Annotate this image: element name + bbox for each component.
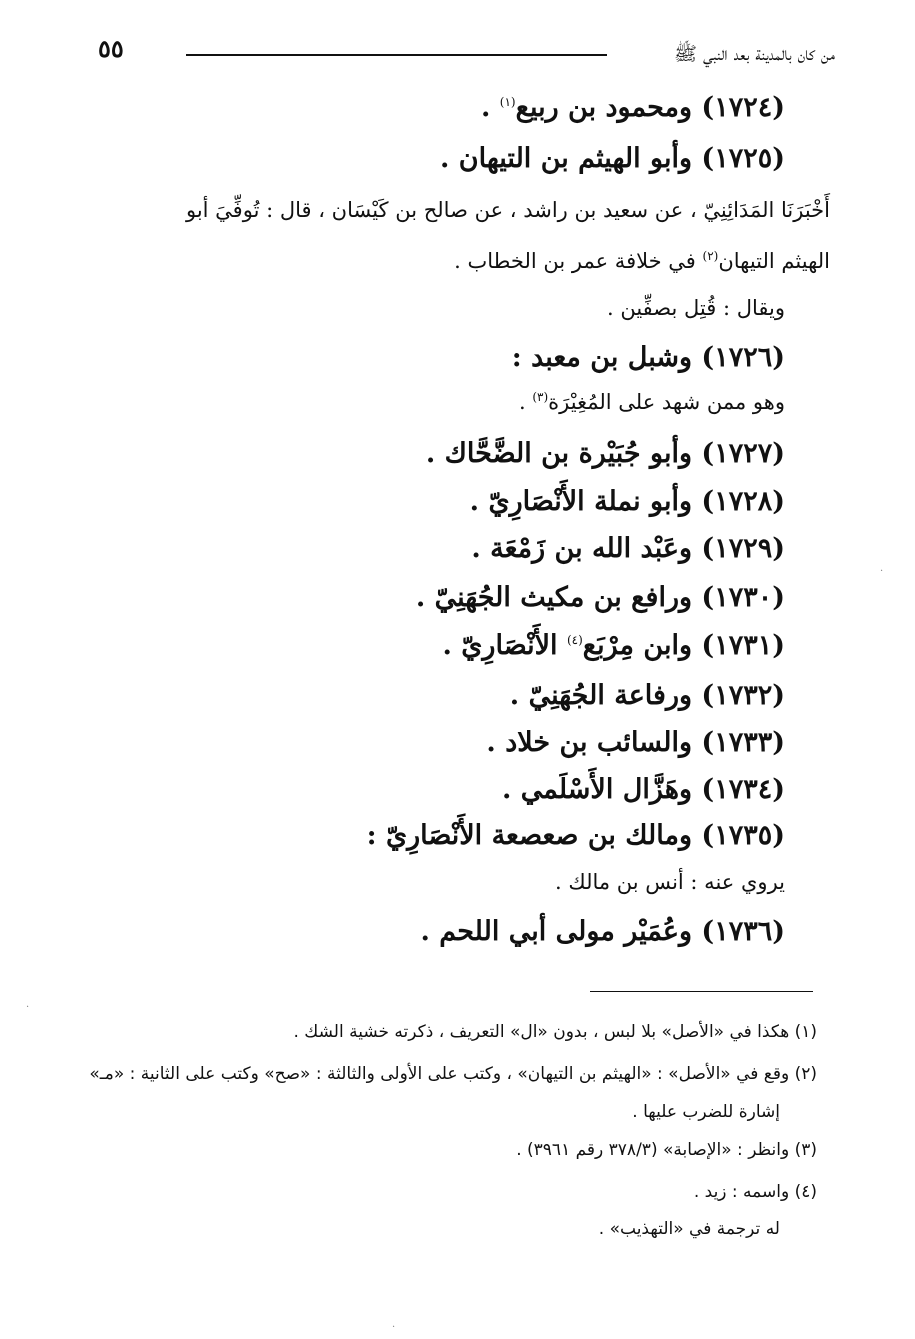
entry-1727 — [426, 438, 785, 469]
entry-1736 — [420, 916, 785, 947]
scan-speck: · — [392, 1322, 396, 1333]
footnote-3: (٣) وانظر : «الإصابة» (٣٧٨/٣ رقم ٣٩٦١) . — [516, 1140, 817, 1160]
entry-1726 — [512, 342, 785, 373]
footnote-ref: (١) — [499, 95, 516, 109]
entry-1730 — [416, 582, 785, 613]
narration-text: في خلافة عمر بن الخطاب . — [454, 249, 703, 273]
narration-text: ويقال : قُتِل بصفِّين . — [607, 296, 785, 320]
page-number: ٥٥ — [98, 34, 124, 63]
scan-speck: · — [26, 1002, 30, 1013]
entry-text: (١٧٢٧) وأبو جُبَيْرة بن الضَّحَّاك . — [425, 438, 785, 469]
entry-end: . — [480, 92, 500, 123]
entry-1728 — [470, 486, 785, 517]
footnote-4: (٤) واسمه : زيد . — [693, 1182, 817, 1202]
footnote-ref: (٣) — [532, 390, 549, 404]
page-header — [90, 28, 835, 78]
footnote-2: (٢) وقع في «الأصل» : «الهيثم بن التيهان» ، وكتب على الأولى والثالثة : «صح» وكتب على الثانية : «مـ» — [89, 1064, 817, 1084]
narration-text: الهيثم التيهان — [718, 249, 830, 273]
scan-speck: · — [880, 566, 884, 577]
entry-text: (١٧٣١) وابن مِرْبَع — [582, 630, 785, 661]
entry-text: (١٧٢٩) وعَبْد الله بن زَمْعَة . — [471, 533, 785, 564]
narration-line-3 — [607, 296, 785, 320]
entry-text: (١٧٢٥) وأبو الهيثم بن التيهان . — [439, 143, 785, 174]
entry-1733 — [486, 727, 785, 758]
footnote-ref: (٤) — [566, 633, 583, 647]
entry-1732 — [510, 680, 785, 711]
narration-text: وهو ممن شهد على المُغِيْرَة — [548, 390, 785, 414]
narration-text: أَخْبَرَنَا المَدَائِنِيّ ، عن سعيد بن راشد ، عن صالح بن كَيْسَان ، قال : تُوفِّيَ أبو — [185, 198, 830, 222]
entry-text: (١٧٣٠) ورافع بن مكيث الجُهَنِيّ . — [415, 582, 785, 613]
footnote-2-continued: إشارة للضرب عليها . — [632, 1102, 780, 1122]
entry-text: (١٧٢٦) وشبل بن معبد : — [511, 342, 785, 373]
footnote-separator — [590, 991, 813, 992]
entry-text: (١٧٣٢) ورفاعة الجُهَنِيّ . — [509, 680, 785, 711]
entry-1735 — [367, 820, 785, 851]
footnote-ref: (٢) — [702, 249, 719, 263]
entry-text: (١٧٢٤) ومحمود بن ربيع — [515, 92, 785, 123]
entry-1731 — [443, 630, 786, 661]
narration-line-2 — [454, 249, 830, 273]
entry-1725 — [440, 143, 785, 174]
header-rule — [186, 54, 607, 56]
entry-text: (١٧٣٦) وعُمَيْر مولى أبي اللحم . — [420, 916, 785, 947]
entry-text: (١٧٣٥) ومالك بن صعصعة الأَنْصَارِيّ : — [366, 820, 785, 851]
narration-text: . — [518, 390, 533, 414]
entry-text: (١٧٣٣) والسائب بن خلاد . — [486, 727, 785, 758]
entry-1724 — [481, 92, 785, 123]
entry-text: الأَنْصَارِيّ . — [442, 630, 567, 661]
entry-1734 — [502, 774, 785, 805]
entry-text: (١٧٣٤) وهَزَّال الأَسْلَمي . — [501, 774, 785, 805]
running-title: من كان بالمدينة بعد النبي ﷺ — [674, 43, 835, 65]
entry-text: (١٧٢٨) وأبو نملة الأَنْصَارِيّ . — [469, 486, 785, 517]
footnote-4-continued: له ترجمة في «التهذيب» . — [598, 1219, 780, 1239]
narration-line-1 — [186, 198, 830, 222]
narration-line-4 — [519, 390, 785, 414]
footnote-1: (١) هكذا في «الأصل» بلا لبس ، بدون «ال» التعريف ، ذكرته خشية الشك . — [293, 1022, 817, 1042]
entry-1729 — [471, 533, 785, 564]
narration-line-5 — [555, 870, 785, 894]
narration-text: يروي عنه : أنس بن مالك . — [555, 870, 785, 894]
